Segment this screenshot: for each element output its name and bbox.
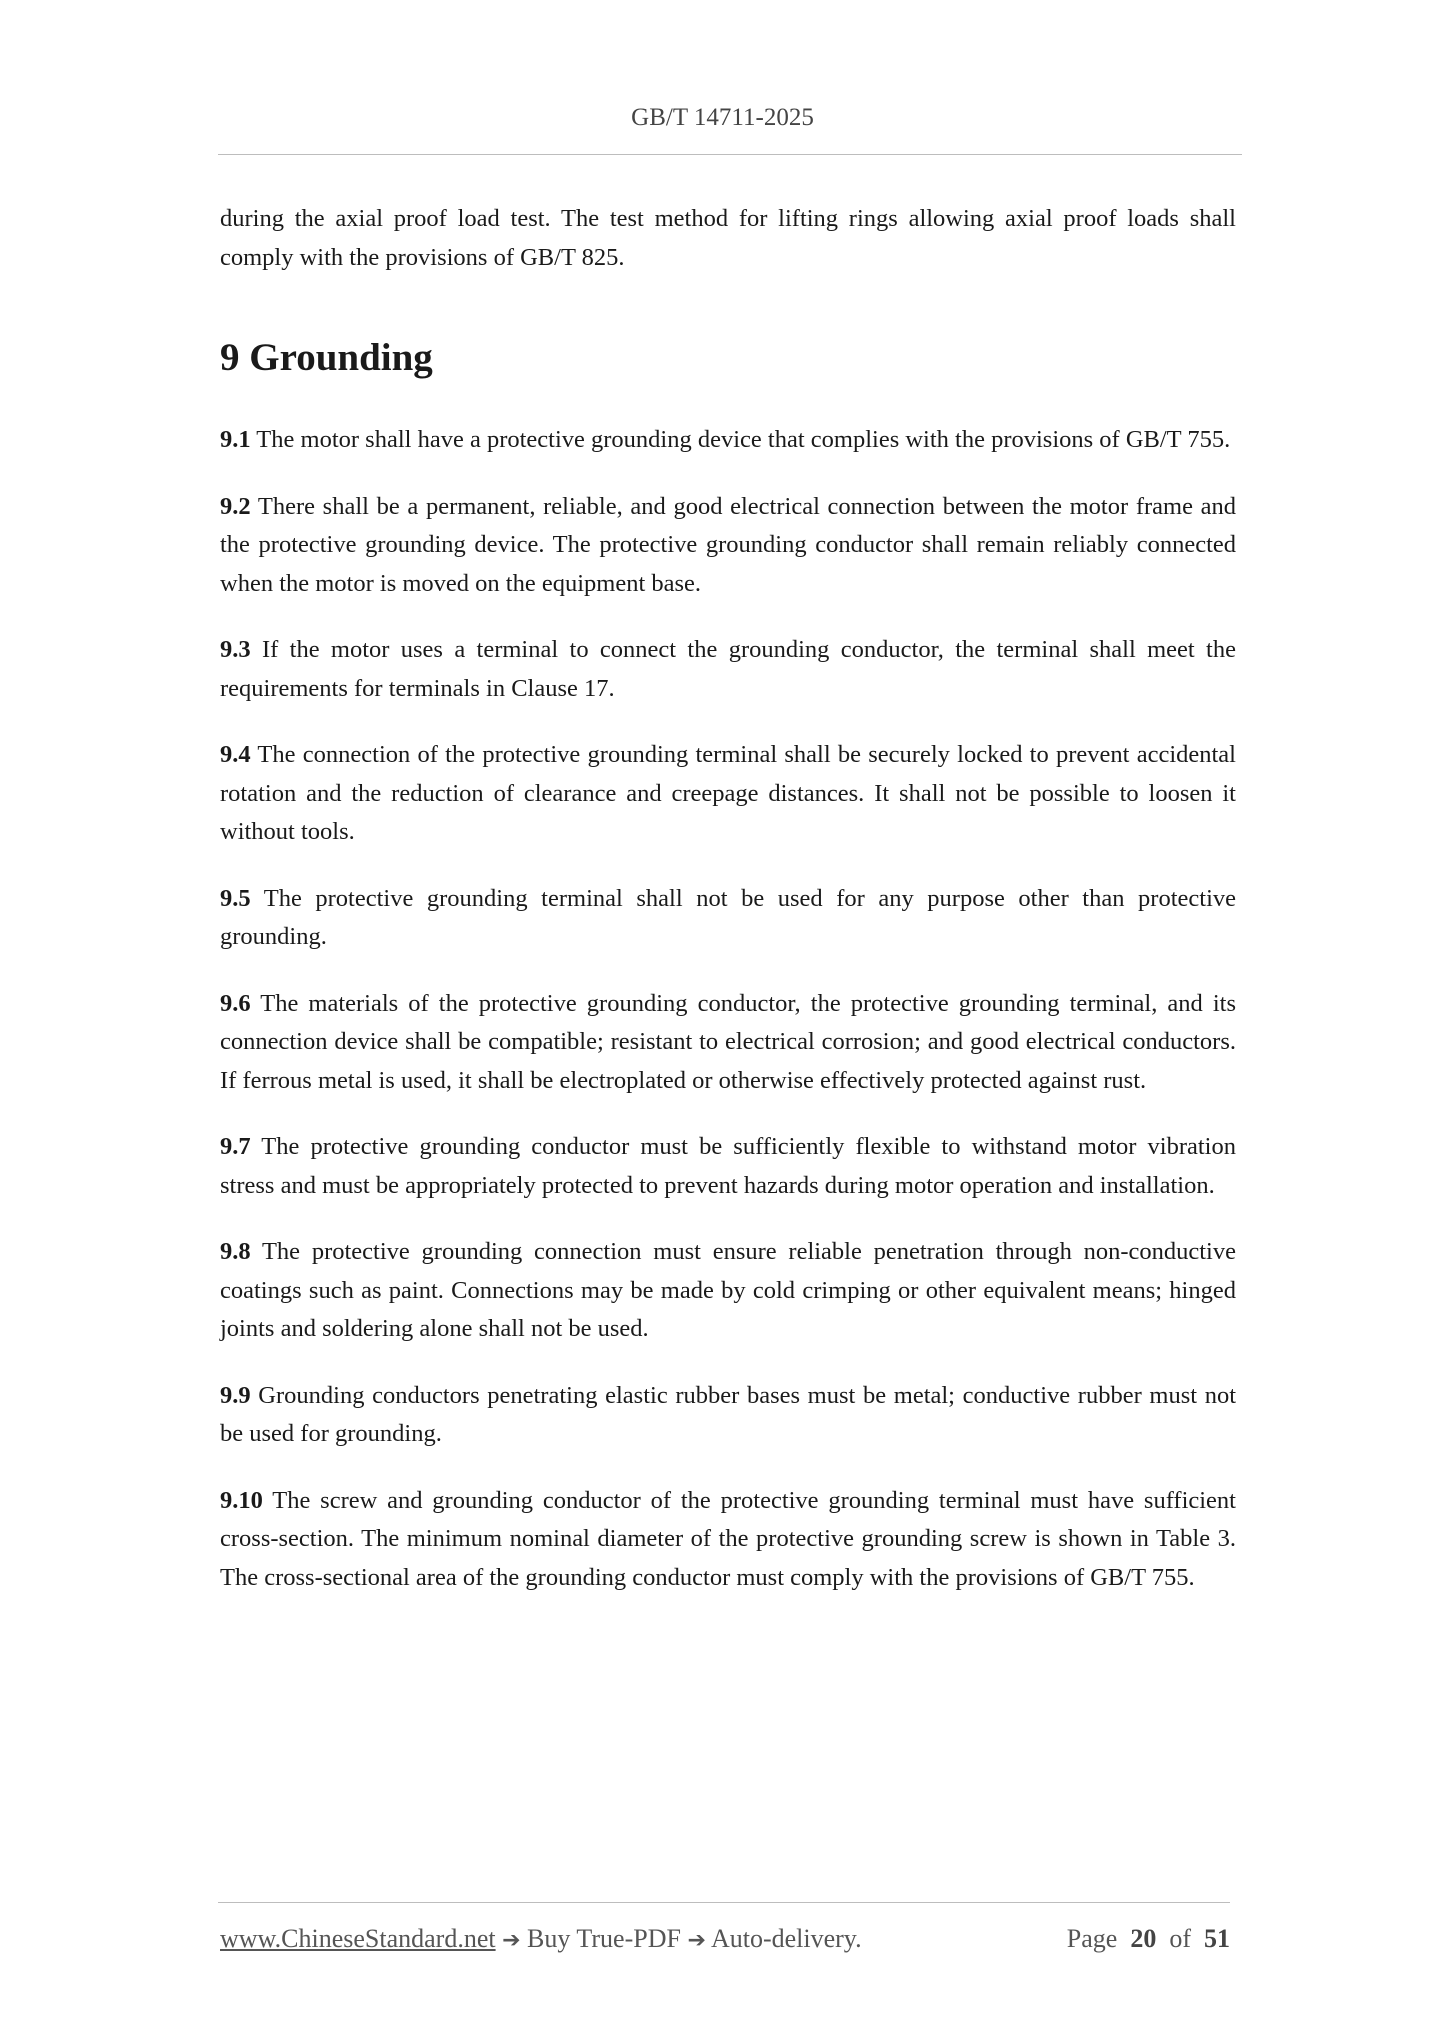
clause-number: 9.6 [220,989,251,1017]
footer-promo [220,1924,862,1954]
arrow-right-icon: ➔ [502,1928,521,1953]
clause-9-9 [220,1377,1236,1454]
page-label: Page [1066,1924,1118,1953]
site-link[interactable]: www.ChineseStandard.net [220,1924,496,1953]
clause-text: The protective grounding terminal shall not be used for any purpose other than protective grounding. [220,884,1236,950]
clause-text: The materials of the protective grounding conductor, the protective grounding terminal, and its connection device shall be compatible; resistant to electrical corrosion; and good electrical conductors. If ferrous metal is used, it shall be electroplated or otherwise effectively protected against rust. [220,989,1236,1094]
clause-number: 9.5 [220,884,251,912]
clause-9-4 [220,736,1236,852]
clause-number: 9.8 [220,1238,251,1265]
clause-9-5 [220,880,1236,957]
section-heading: 9 Grounding [220,336,433,379]
clause-text: The motor shall have a protective grounding device that complies with the provisions of GB/T 755. [250,426,1231,453]
clause-9-10 [220,1482,1236,1598]
footer-divider [218,1902,1230,1903]
clause-text: The protective grounding connection must ensure reliable penetration through non-conductive coatings such as paint. Connections may be made by cold crimping or other equivalent means; hinged joints and soldering alone shall not be used. [220,1238,1236,1342]
clause-9-6 [220,985,1236,1101]
clause-9-7 [220,1128,1236,1205]
header-divider [218,154,1242,155]
page-total: 51 [1204,1924,1230,1953]
clause-number: 9.9 [220,1381,251,1409]
clause-text: The connection of the protective grounding terminal shall be securely locked to prevent accidental rotation and the reduction of clearance and creepage distances. It shall not be possible to loosen it without tools. [220,741,1236,845]
clause-9-1 [220,421,1236,460]
clause-number: 9.7 [220,1133,251,1160]
arrow-right-icon: ➔ [687,1928,706,1953]
page-body [220,200,1236,1625]
delivery-text: Auto-delivery. [705,1924,862,1953]
clause-number: 9.3 [220,636,251,663]
buy-text: Buy True-PDF [520,1924,688,1953]
clause-9-8 [220,1233,1236,1349]
clause-number: 9.10 [220,1486,263,1514]
page-number [1067,1924,1230,1954]
clause-text: If the motor uses a terminal to connect the grounding conductor, the terminal shall meet the requirements for terminals in Clause 17. [220,636,1236,702]
clause-number: 9.4 [220,741,251,768]
clause-text: Grounding conductors penetrating elastic rubber bases must be metal; conductive rubber must not be used for grounding. [220,1381,1236,1447]
intro-paragraph: during the axial proof load test. The test method for lifting rings allowing axial proof loads shall comply with the provisions of GB/T 825. [220,205,1236,271]
clause-number: 9.1 [220,426,251,453]
clause-text: The screw and grounding conductor of the protective grounding terminal must have sufficient cross-section. The minimum nominal diameter of the protective grounding screw is shown in Table 3. The cross-sectional area of the grounding conductor must comply with the provisions of GB/T 755. [220,1486,1236,1591]
page-of: of [1169,1924,1191,1953]
clause-text: There shall be a permanent, reliable, and good electrical connection between the motor frame and the protective grounding device. The protective grounding conductor shall remain reliably connected when the motor is moved on the equipment base. [220,492,1236,597]
clause-number: 9.2 [220,492,251,520]
clause-9-2 [220,488,1236,604]
clause-text: The protective grounding conductor must be sufficiently flexible to withstand motor vibration stress and must be appropriately protected to prevent hazards during motor operation and installation. [220,1133,1236,1199]
header-standard-code: GB/T 14711-2025 [631,104,814,131]
page-current: 20 [1130,1924,1157,1953]
clause-9-3 [220,631,1236,708]
